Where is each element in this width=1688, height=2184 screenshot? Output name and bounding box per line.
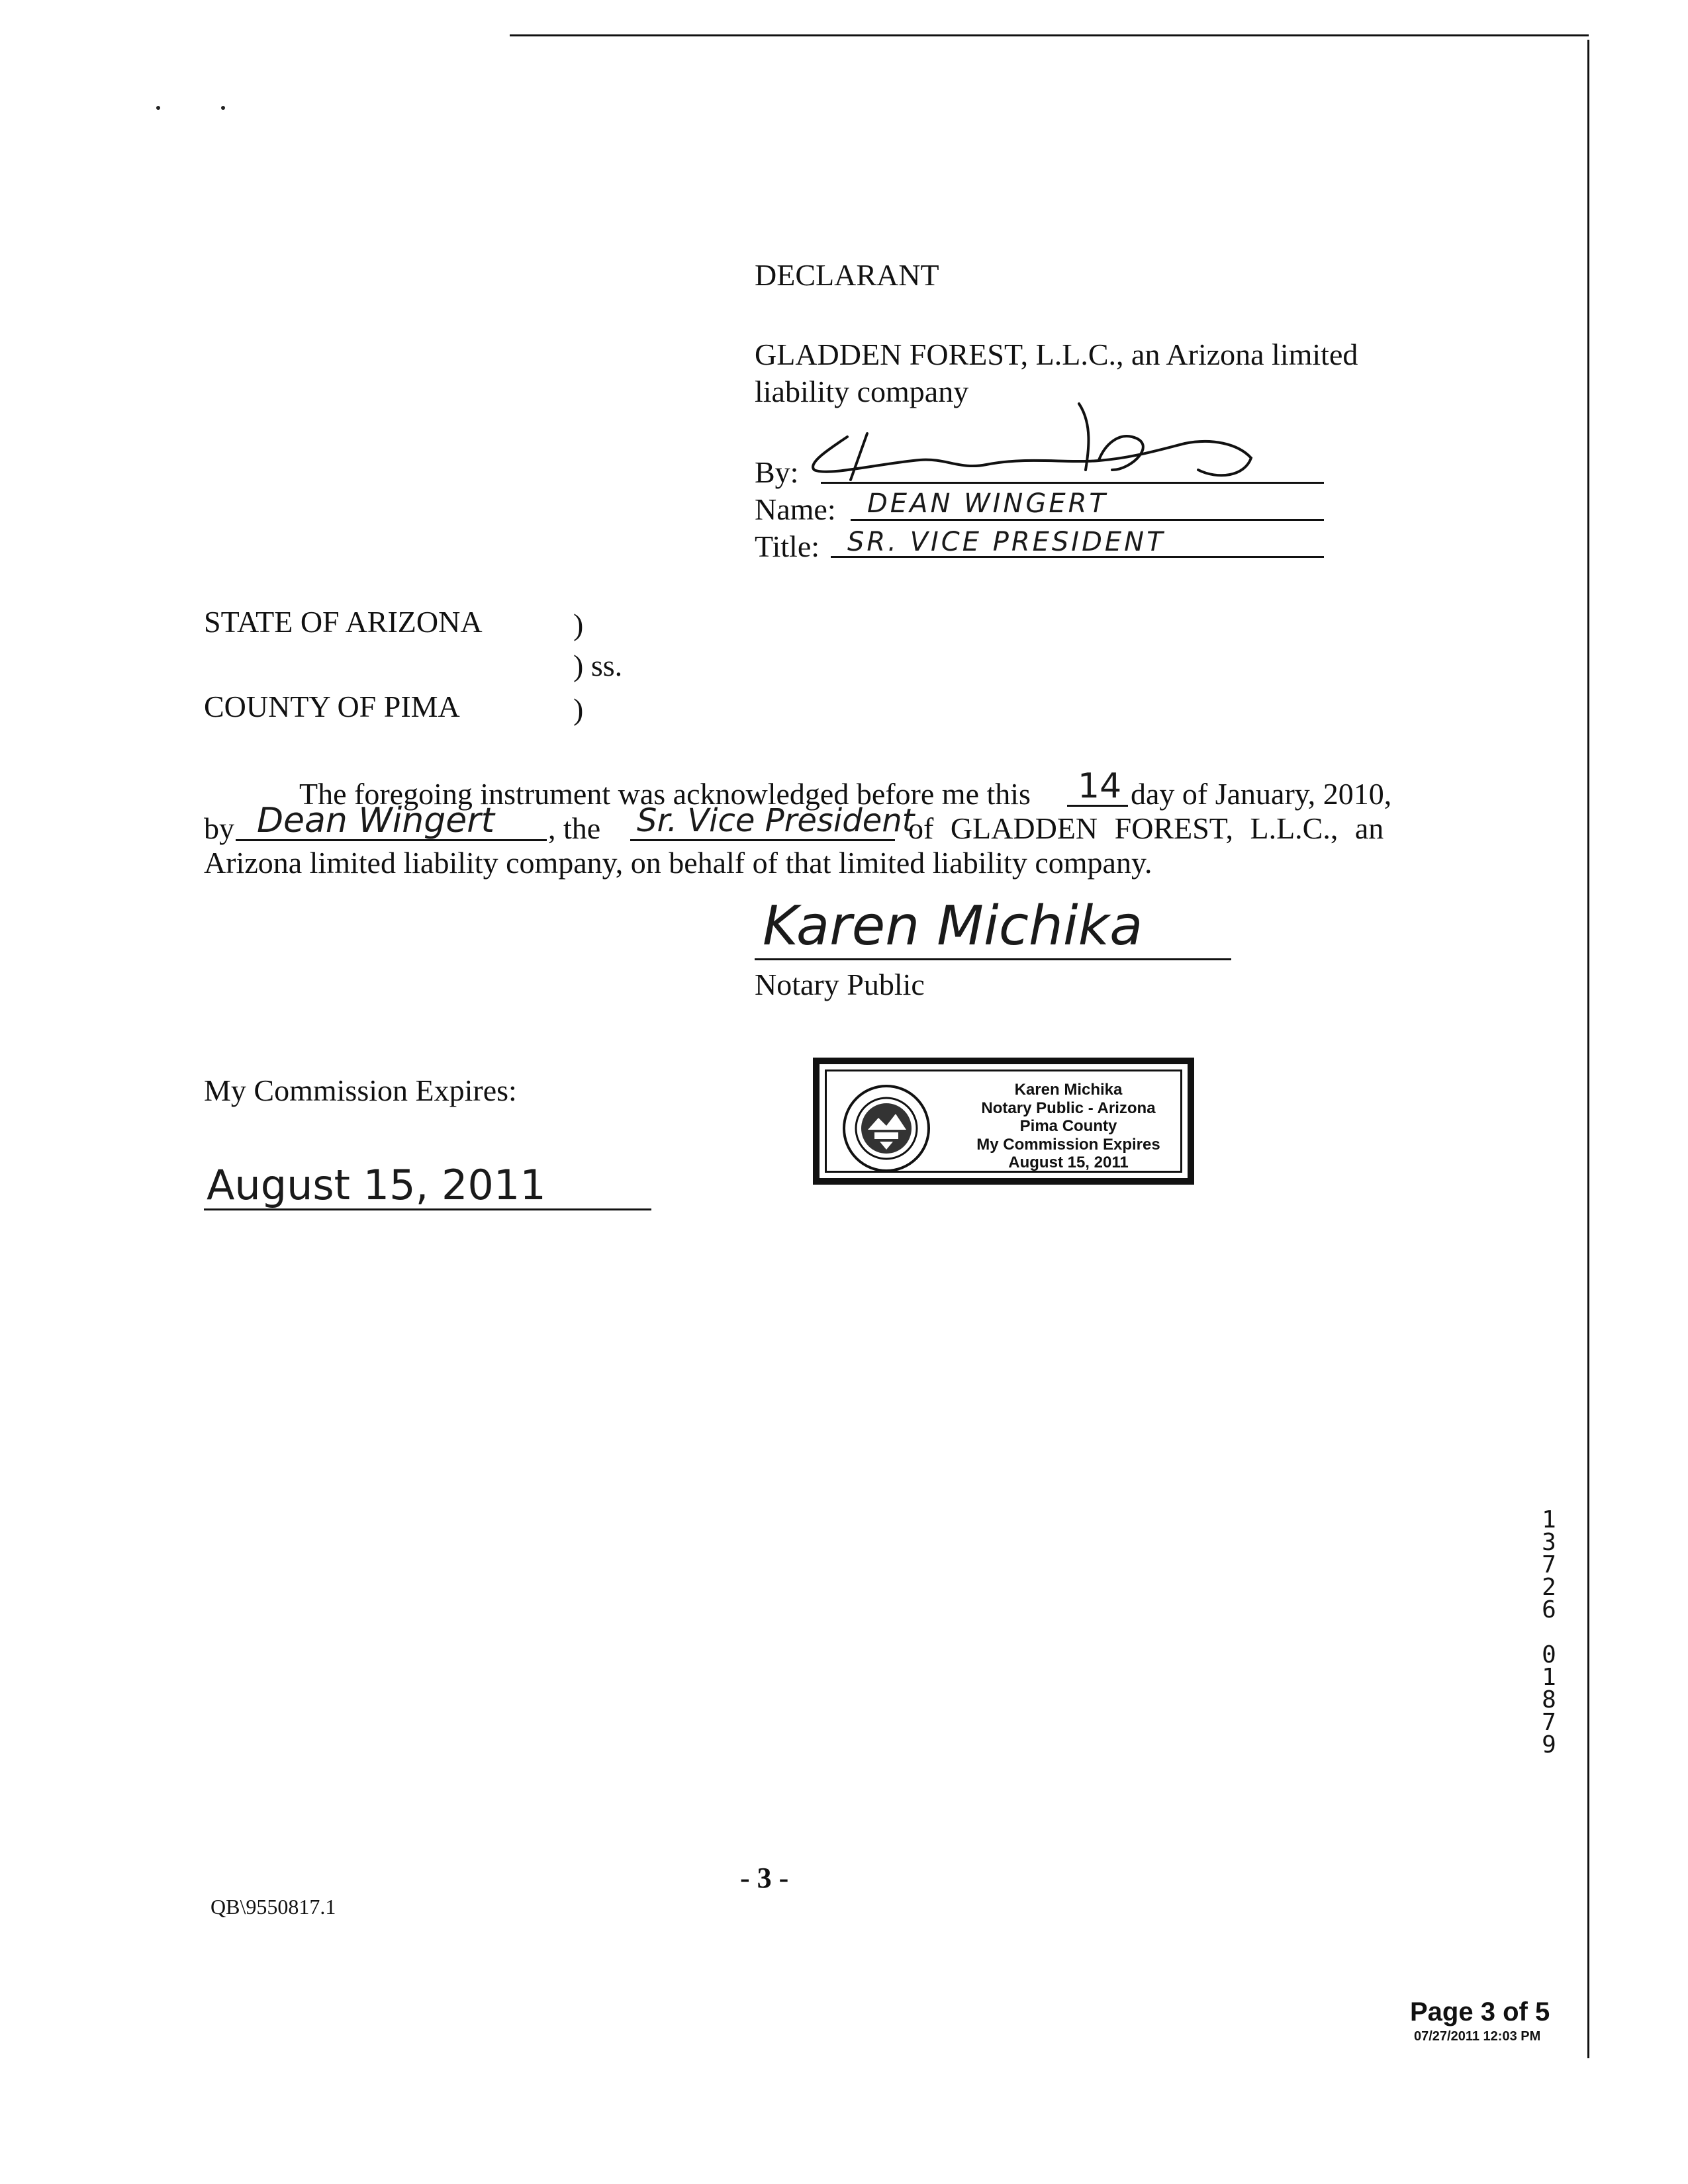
recording-digit: 0 <box>1542 1641 1556 1668</box>
stamp-inner-border <box>825 1069 1182 1173</box>
ack-line1-pre: The foregoing instrument was acknowledged before me this <box>299 777 1031 811</box>
notary-signature-line <box>755 958 1231 960</box>
title-value: SR. VICE PRESIDENT <box>847 527 1166 557</box>
notary-label: Notary Public <box>755 968 925 1001</box>
commission-label: My Commission Expires: <box>204 1073 517 1107</box>
recording-digit: 7 <box>1542 1709 1556 1736</box>
role-value: Sr. Vice President <box>637 802 915 839</box>
recording-digit: 1 <box>1542 1664 1556 1691</box>
ack-line3: Arizona limited liability company, on behalf of that limited liability company. <box>204 846 1152 880</box>
venue-paren-2: ) <box>573 692 584 726</box>
ack-by-word: by <box>204 811 234 845</box>
name-label: Name: <box>755 492 836 526</box>
stamp-line-5: August 15, 2011 <box>1008 1154 1129 1172</box>
name-line <box>851 519 1324 521</box>
recording-digit: 8 <box>1542 1686 1556 1713</box>
commission-date-value: August 15, 2011 <box>207 1161 546 1209</box>
recording-digit: 6 <box>1542 1596 1556 1623</box>
company-line-2: liability company <box>755 375 969 408</box>
venue-paren-1: ) <box>573 608 584 641</box>
ack-line2-post: of GLADDEN FOREST, L.L.C., an <box>908 811 1384 845</box>
recording-digit: 3 <box>1542 1529 1556 1556</box>
stamp-line-4: My Commission Expires <box>976 1135 1160 1154</box>
recording-number <box>1536 1506 1562 1758</box>
person-value: Dean Wingert <box>257 801 494 841</box>
stamp-line-3: Pima County <box>1019 1117 1117 1136</box>
by-label: By: <box>755 455 799 489</box>
ack-the-word: , the <box>548 811 601 845</box>
role-line <box>630 839 895 841</box>
title-label: Title: <box>755 529 820 563</box>
recording-digit: 2 <box>1542 1574 1556 1601</box>
footer-page-label: Page 3 of 5 <box>1410 1997 1550 2026</box>
stamp-line-1: Karen Michika <box>1014 1081 1123 1099</box>
venue-ss: ) ss. <box>573 649 623 682</box>
recording-digit: 1 <box>1542 1506 1556 1533</box>
top-rule <box>510 34 1589 36</box>
declarant-signature <box>788 397 1317 503</box>
notary-signature: Karen Michika <box>763 895 1143 958</box>
state-seal-icon <box>841 1083 931 1173</box>
recording-digit <box>1536 1621 1562 1644</box>
day-value: 14 <box>1078 766 1122 806</box>
stamp-text <box>946 1081 1191 1172</box>
stamp-line-2: Notary Public - Arizona <box>981 1099 1156 1117</box>
right-border <box>1587 40 1589 2058</box>
page-number: - 3 - <box>740 1862 789 1894</box>
declarant-heading: DECLARANT <box>755 258 939 292</box>
notary-stamp <box>813 1058 1194 1185</box>
state-label: STATE OF ARIZONA <box>204 605 483 639</box>
name-value: DEAN WINGERT <box>867 488 1108 519</box>
footer-timestamp: 07/27/2011 12:03 PM <box>1414 2029 1541 2044</box>
county-label: COUNTY OF PIMA <box>204 690 460 723</box>
recording-digit: 9 <box>1542 1731 1556 1758</box>
ack-line1-post: day of January, 2010, <box>1131 777 1392 811</box>
recording-digit: 7 <box>1542 1551 1556 1578</box>
scan-speck <box>221 106 225 110</box>
document-id: QB\9550817.1 <box>211 1895 336 1919</box>
company-line-1: GLADDEN FOREST, L.L.C., an Arizona limited <box>755 338 1358 371</box>
scan-speck <box>156 106 160 110</box>
